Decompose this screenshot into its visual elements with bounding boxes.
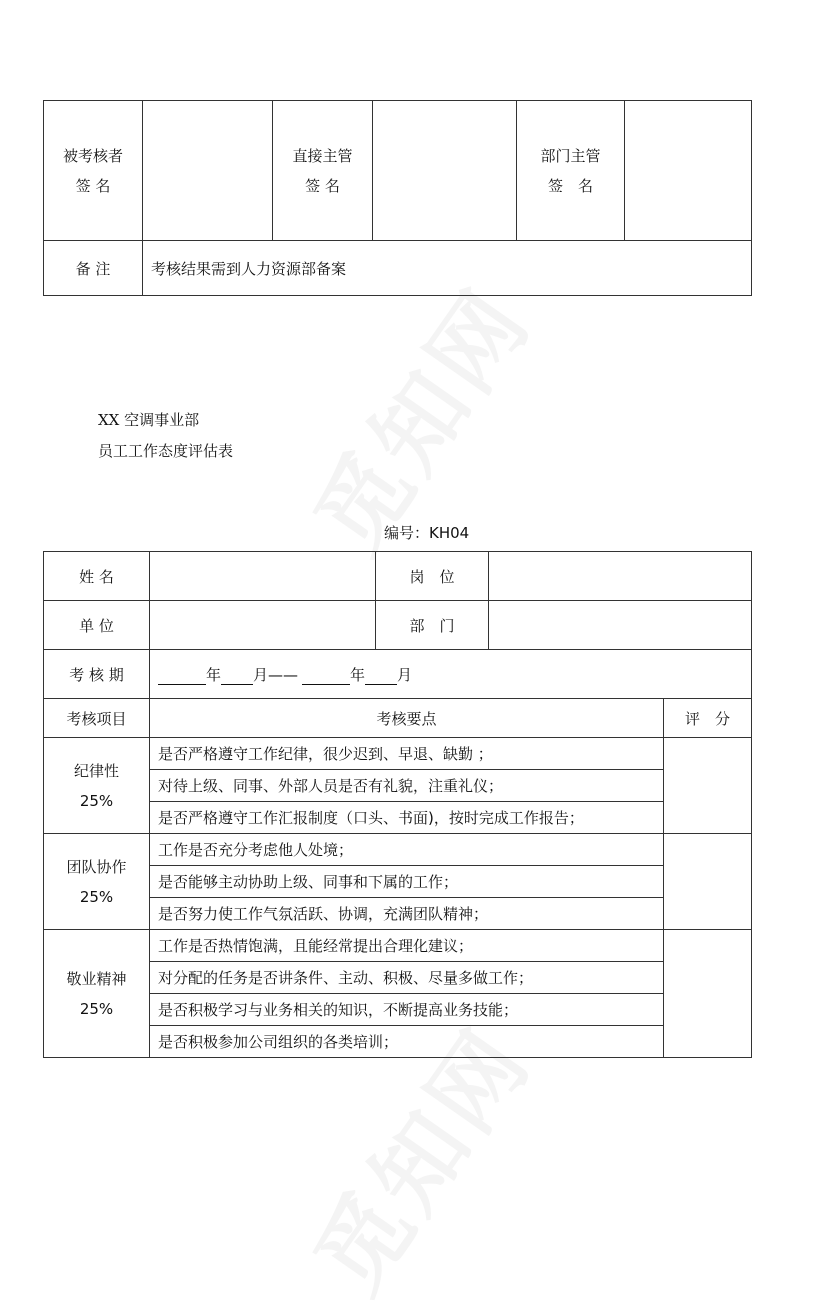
remark-label: 备 注 — [44, 241, 143, 296]
dept-head-sign-field[interactable] — [625, 101, 752, 241]
unit-field[interactable] — [150, 601, 376, 650]
evaluation-table — [43, 551, 752, 1058]
criterion: 工作是否热情饱满，且能经常提出合理化建议； — [150, 930, 664, 962]
criterion: 是否积极学习与业务相关的知识，不断提高业务技能； — [150, 994, 664, 1026]
score-dedication[interactable] — [664, 930, 752, 1058]
category-teamwork: 团队协作 25% — [44, 834, 150, 930]
position-field[interactable] — [489, 552, 752, 601]
period-field[interactable]: 年 月—— 年 月 — [150, 650, 752, 699]
criterion: 对待上级、同事、外部人员是否有礼貌，注重礼仪； — [150, 770, 664, 802]
dept-head-sign-label: 部门主管 签 名 — [517, 101, 625, 241]
category-discipline: 纪律性 25% — [44, 738, 150, 834]
criterion: 是否严格遵守工作汇报制度（口头、书面)，按时完成工作报告； — [150, 802, 664, 834]
criterion: 是否努力使工作气氛活跃、协调，充满团队精神； — [150, 898, 664, 930]
signature-table — [43, 100, 752, 296]
position-label: 岗 位 — [376, 552, 489, 601]
dept-label: 部 门 — [376, 601, 489, 650]
col-header-score: 评 分 — [664, 699, 752, 738]
criterion: 是否严格遵守工作纪律，很少迟到、早退、缺勤 ； — [150, 738, 664, 770]
doc-code: 编号：KH04 — [384, 524, 470, 542]
score-teamwork[interactable] — [664, 834, 752, 930]
reviewee-sign-label: 被考核者 签 名 — [44, 101, 143, 241]
supervisor-sign-label: 直接主管 签 名 — [273, 101, 373, 241]
col-header-points: 考核要点 — [150, 699, 664, 738]
criterion: 是否积极参加公司组织的各类培训； — [150, 1026, 664, 1058]
category-dedication: 敬业精神 25% — [44, 930, 150, 1058]
period-label: 考 核 期 — [44, 650, 150, 699]
criterion: 工作是否充分考虑他人处境； — [150, 834, 664, 866]
name-label: 姓 名 — [44, 552, 150, 601]
col-header-item: 考核项目 — [44, 699, 150, 738]
org-name: XX 空调事业部 — [98, 411, 200, 429]
remark-text: 考核结果需到人力资源部备案 — [143, 241, 752, 296]
criterion: 对分配的任务是否讲条件、主动、积极、尽量多做工作； — [150, 962, 664, 994]
doc-title: 员工工作态度评估表 — [98, 442, 234, 460]
name-field[interactable] — [150, 552, 376, 601]
reviewee-sign-field[interactable] — [143, 101, 273, 241]
supervisor-sign-field[interactable] — [373, 101, 517, 241]
score-discipline[interactable] — [664, 738, 752, 834]
unit-label: 单 位 — [44, 601, 150, 650]
dept-field[interactable] — [489, 601, 752, 650]
criterion: 是否能够主动协助上级、同事和下属的工作； — [150, 866, 664, 898]
